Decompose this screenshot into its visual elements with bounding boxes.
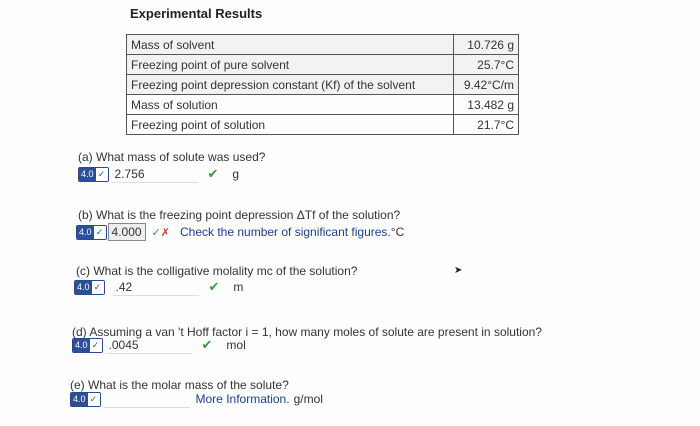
check-icon: ✓ bbox=[94, 226, 106, 239]
row-value: 21.7°C bbox=[454, 115, 519, 135]
check-icon: ✓ bbox=[90, 339, 102, 352]
feedback-message: Check the number of significant figures. bbox=[179, 225, 391, 239]
points-badge: 4.0 ✓ bbox=[72, 338, 103, 353]
unit-label: g/mol bbox=[293, 392, 323, 406]
table-row bbox=[127, 35, 519, 55]
unit-label: m bbox=[233, 280, 244, 294]
answer-input[interactable]: 4.000 bbox=[108, 223, 146, 241]
row-label: Mass of solution bbox=[127, 95, 454, 115]
check-icon: ✓ bbox=[96, 168, 108, 181]
points-badge: 4.0 ✓ bbox=[78, 167, 109, 182]
table-row bbox=[127, 95, 519, 115]
points-badge: 4.0 ✓ bbox=[76, 225, 107, 240]
row-label: Freezing point depression constant (Kf) of the solvent bbox=[127, 75, 454, 95]
question-e-text: (e) What is the molar mass of the solute? bbox=[70, 378, 289, 392]
question-d-answer-row bbox=[72, 336, 246, 354]
table-row bbox=[127, 75, 519, 95]
question-a-answer-row bbox=[78, 165, 239, 183]
results-table bbox=[126, 34, 519, 135]
unit-label: g bbox=[232, 167, 240, 181]
answer-input[interactable] bbox=[104, 391, 190, 408]
table-row bbox=[127, 55, 519, 75]
mouse-pointer-icon: ➤ bbox=[454, 265, 463, 276]
points-badge: 4.0 ✓ bbox=[70, 392, 101, 407]
section-title: Experimental Results bbox=[130, 6, 263, 21]
unit-label: °C bbox=[390, 225, 405, 239]
row-value: 10.726 g bbox=[454, 35, 519, 55]
row-label: Mass of solvent bbox=[127, 35, 454, 55]
row-label: Freezing point of pure solvent bbox=[127, 55, 454, 75]
question-c-text: (c) What is the colligative molality mc of the solution? bbox=[76, 264, 358, 278]
check-icon: ✓ bbox=[88, 393, 100, 406]
question-d-text: (d) Assuming a van 't Hoff factor i = 1, how many moles of solute are present in solution? bbox=[72, 325, 542, 339]
unit-label: mol bbox=[226, 338, 246, 352]
more-information-link[interactable]: More Information. bbox=[195, 392, 290, 406]
check-icon: ✓ bbox=[92, 281, 104, 294]
row-label: Freezing point of solution bbox=[127, 115, 454, 135]
correct-check-icon: ✔ bbox=[208, 279, 220, 294]
question-c-answer-row bbox=[74, 278, 243, 296]
answer-input[interactable]: .42 bbox=[113, 279, 199, 296]
table-row bbox=[127, 115, 519, 135]
question-e-answer-row bbox=[70, 390, 323, 408]
question-b-answer-row bbox=[76, 223, 404, 241]
question-a-text: (a) What mass of solute was used? bbox=[78, 150, 266, 164]
row-value: 9.42°C/m bbox=[454, 75, 519, 95]
row-value: 13.482 g bbox=[454, 95, 519, 115]
points-badge: 4.0 ✓ bbox=[74, 280, 105, 295]
partial-credit-icon: ✓✗ bbox=[151, 226, 170, 239]
answer-input[interactable]: 2.756 bbox=[112, 166, 198, 183]
row-value: 25.7°C bbox=[454, 55, 519, 75]
question-b-text: (b) What is the freezing point depression ΔTf of the solution? bbox=[78, 208, 401, 222]
correct-check-icon: ✔ bbox=[201, 337, 213, 352]
answer-input[interactable]: .0045 bbox=[106, 337, 192, 354]
correct-check-icon: ✔ bbox=[207, 166, 219, 181]
